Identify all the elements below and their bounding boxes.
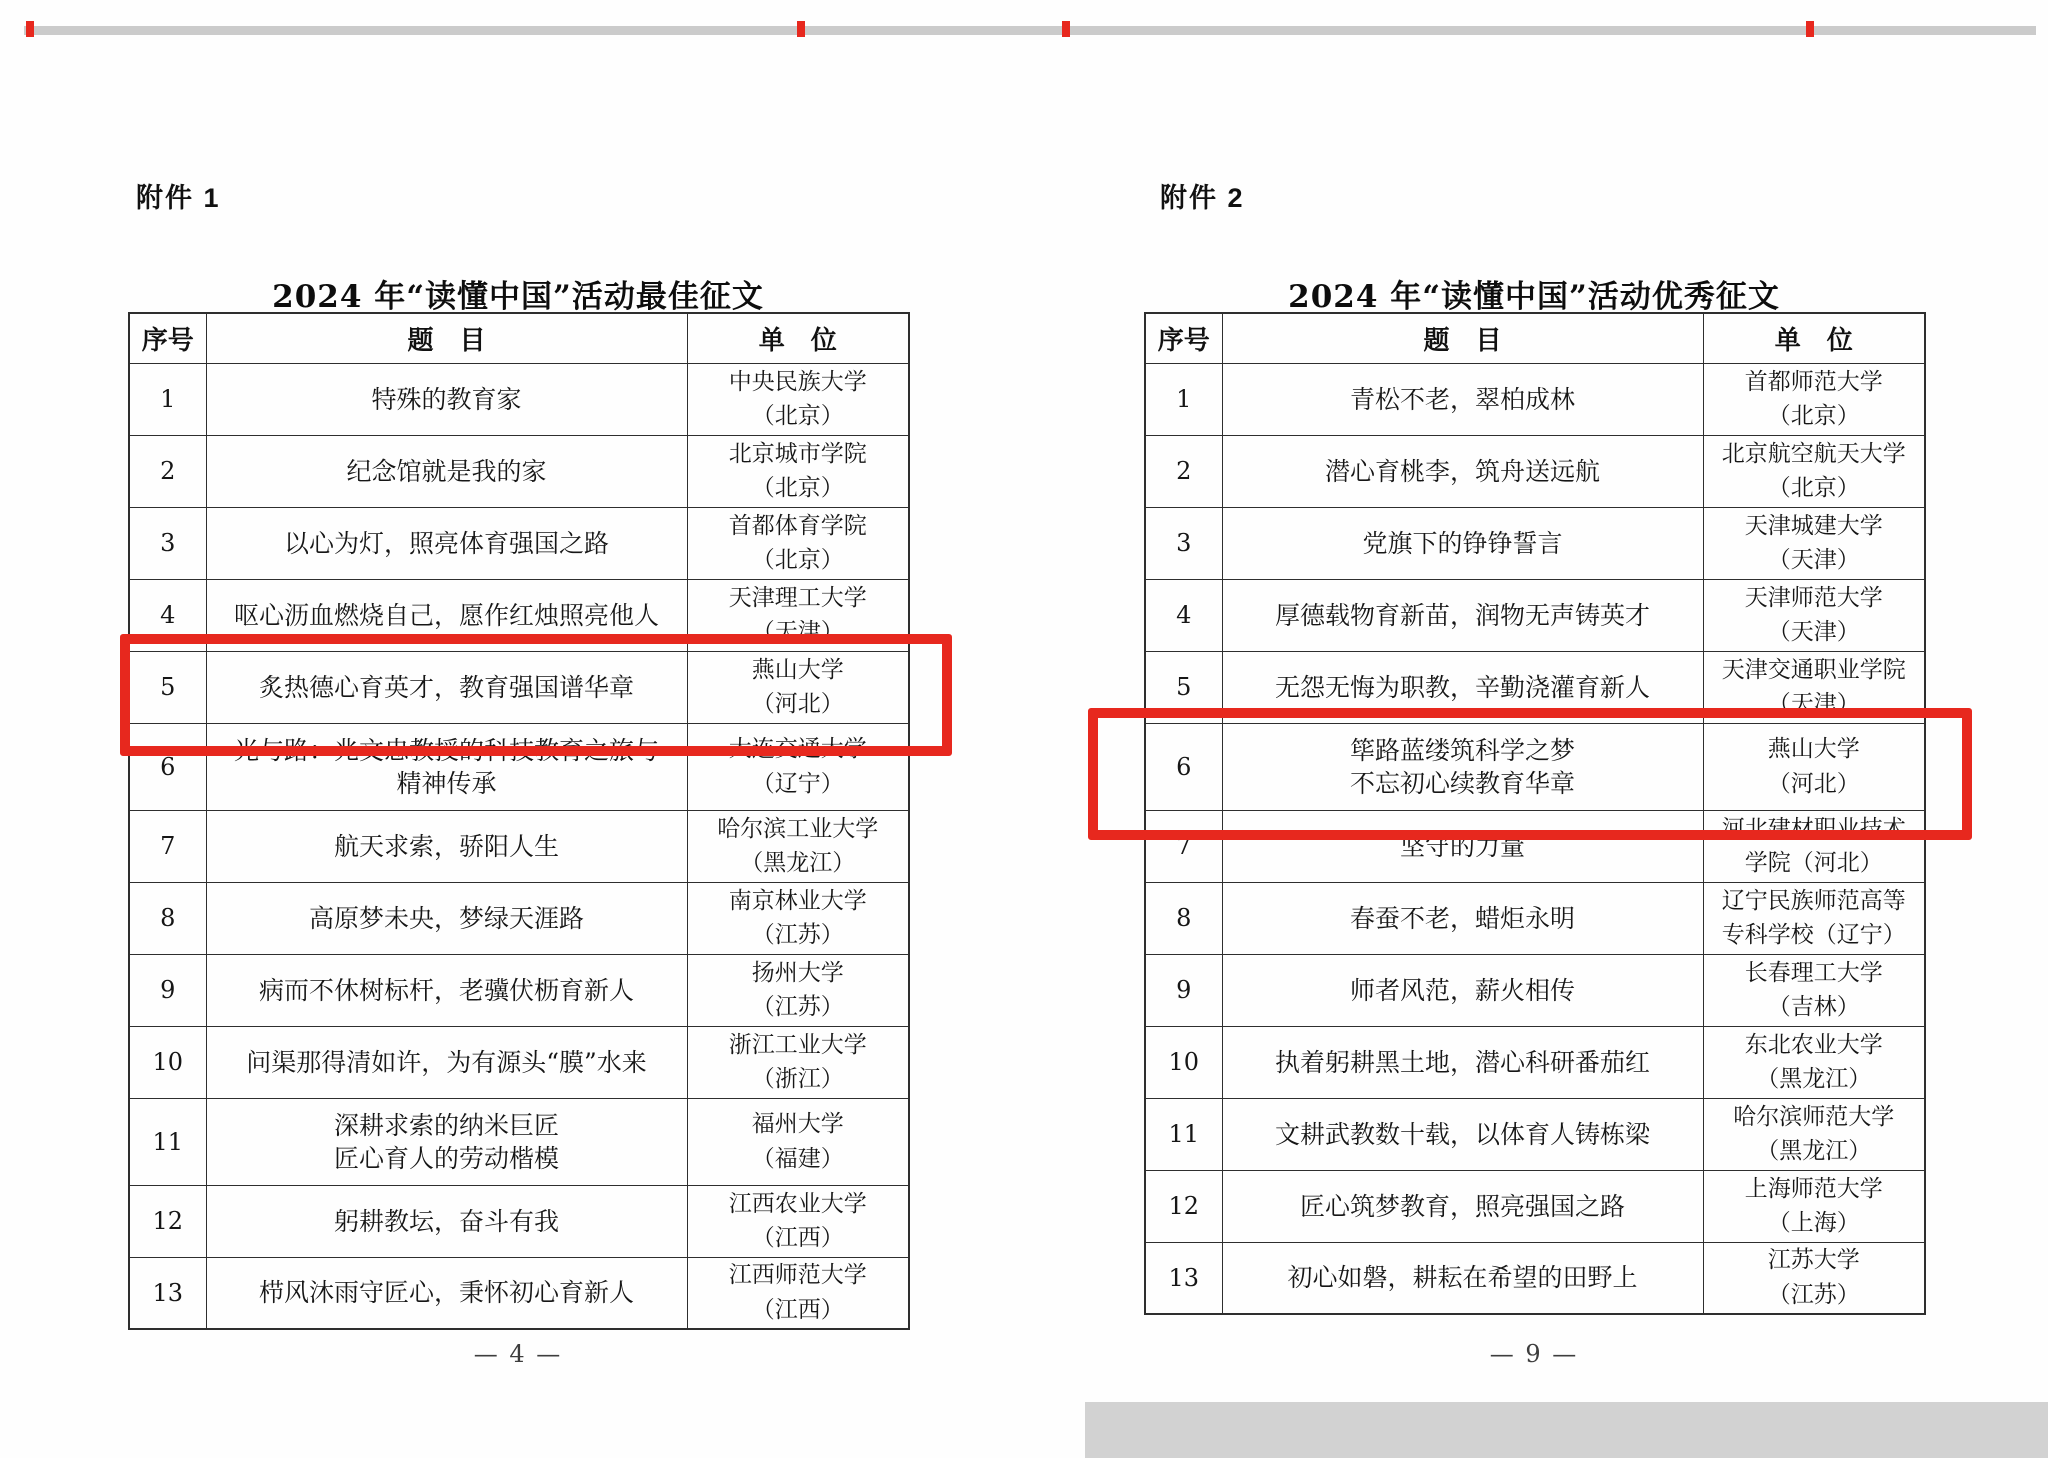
- essay-title-line: 栉风沐雨守匠心，秉怀初心育新人: [258, 1278, 634, 1308]
- cell-unit: [1703, 363, 1925, 435]
- header-index: 序号: [1145, 313, 1222, 363]
- unit-line: 江苏大学: [1767, 1247, 1860, 1274]
- unit-line: （河北）: [751, 691, 844, 717]
- unit-line: 上海师范大学: [1744, 1175, 1883, 1202]
- cell-index: 5: [1145, 651, 1222, 723]
- cell-essay-title: [206, 507, 687, 579]
- cell-index: 9: [1145, 954, 1222, 1026]
- cell-unit: [1703, 954, 1925, 1026]
- essay-title-line: 呕心沥血燃烧自己，愿作红烛照亮他人: [233, 600, 659, 630]
- cell-unit: [1703, 435, 1925, 507]
- page-title: 2024 年“读懂中国”活动优秀征文: [1288, 278, 1780, 315]
- cell-unit: [687, 435, 909, 507]
- cell-index: 8: [1145, 882, 1222, 954]
- essay-title-line: 文耕武教数十载，以体育人铸栋梁: [1274, 1119, 1650, 1149]
- table-row: [1145, 954, 1925, 1026]
- cell-unit: [687, 1098, 909, 1185]
- cell-essay-title: [206, 810, 687, 882]
- cell-unit: [687, 363, 909, 435]
- cell-index: 9: [129, 954, 206, 1026]
- cell-index: 6: [129, 723, 206, 810]
- unit-line: 首都师范大学: [1744, 368, 1883, 395]
- table-header-row: [1145, 313, 1925, 363]
- unit-line: 天津城建大学: [1744, 512, 1883, 539]
- cell-index: 13: [129, 1257, 206, 1329]
- unit-line: 江西农业大学: [728, 1190, 867, 1217]
- essay-title-line: 炙热德心育英才，教育强国谱华章: [258, 672, 634, 702]
- cell-unit: [687, 1185, 909, 1257]
- unit-line: 东北农业大学: [1744, 1031, 1883, 1058]
- essay-title-line: 精神传承: [396, 768, 497, 798]
- essay-title-line: 师者风范，薪火相传: [1349, 975, 1575, 1005]
- unit-line: 北京城市学院: [728, 440, 867, 467]
- unit-line: （河北）: [1767, 770, 1860, 797]
- unit-line: （江西）: [751, 1225, 844, 1251]
- cell-unit: [687, 507, 909, 579]
- cell-essay-title: [1222, 1242, 1703, 1314]
- unit-line: 首都体育学院: [728, 512, 867, 539]
- cell-essay-title: [1222, 1170, 1703, 1242]
- unit-line: 学院（河北）: [1744, 850, 1883, 876]
- essay-table-best: [128, 312, 910, 1330]
- table-row: [129, 435, 909, 507]
- cell-index: 12: [129, 1185, 206, 1257]
- table-row: [129, 954, 909, 1026]
- cell-essay-title: [206, 435, 687, 507]
- unit-line: 浙江工业大学: [728, 1031, 867, 1058]
- cell-index: 7: [1145, 810, 1222, 882]
- unit-line: （江苏）: [751, 994, 844, 1020]
- unit-line: （天津）: [1767, 547, 1860, 573]
- header-unit: 单 位: [1703, 313, 1925, 363]
- essay-title-line: 厚德载物育新苗，润物无声铸英才: [1274, 600, 1650, 630]
- essay-title-line: 匠心筑梦教育，照亮强国之路: [1299, 1191, 1625, 1221]
- essay-title-line: 特殊的教育家: [371, 384, 522, 414]
- unit-line: （辽宁）: [751, 770, 844, 797]
- cell-unit: [687, 882, 909, 954]
- unit-line: （北京）: [751, 403, 844, 429]
- unit-line: （上海）: [1767, 1210, 1860, 1236]
- essay-title-line: 青松不老，翠柏成林: [1349, 384, 1575, 414]
- table-row: [1145, 882, 1925, 954]
- table-row: [1145, 1098, 1925, 1170]
- unit-line: 专科学校（辽宁）: [1721, 922, 1906, 948]
- essay-title-line: 无怨无悔为职教，辛勤浇灌育新人: [1274, 672, 1650, 702]
- table-row: [129, 882, 909, 954]
- page-title: 2024 年“读懂中国”活动最佳征文: [272, 278, 764, 315]
- table-row: [1145, 1170, 1925, 1242]
- unit-line: 哈尔滨工业大学: [717, 815, 879, 842]
- cell-index: 10: [129, 1026, 206, 1098]
- cell-index: 1: [129, 363, 206, 435]
- highlight-box-row6: [1088, 708, 1972, 840]
- essay-title-line: 纪念馆就是我的家: [346, 456, 547, 486]
- essay-title-line: 初心如磐，耕耘在希望的田野上: [1287, 1263, 1638, 1293]
- unit-line: 长春理工大学: [1744, 959, 1883, 986]
- cell-unit: [1703, 1170, 1925, 1242]
- header-title: 题 目: [1222, 313, 1703, 363]
- unit-line: 南京林业大学: [728, 887, 867, 914]
- cell-unit: [1703, 882, 1925, 954]
- essay-title-line: 躬耕教坛，奋斗有我: [333, 1206, 559, 1236]
- unit-line: （江西）: [751, 1296, 844, 1323]
- unit-line: 天津理工大学: [728, 584, 867, 611]
- unit-line: 北京航空航天大学: [1721, 440, 1906, 467]
- annex-label: 附件 1: [136, 183, 221, 213]
- essay-title-line: 不忘初心续教育华章: [1349, 768, 1575, 798]
- unit-line: （北京）: [1767, 403, 1860, 429]
- cell-unit: [1703, 579, 1925, 651]
- essay-title-line: 春蚕不老，蜡炬永明: [1349, 903, 1575, 933]
- unit-line: 福州大学: [751, 1111, 844, 1137]
- header-title: 题 目: [206, 313, 687, 363]
- essay-title-line: 光与路：兆文忠教授的科技教育之旅与: [233, 735, 659, 765]
- unit-line: 大连交通大学: [728, 736, 867, 762]
- essay-title-line: 问渠那得清如许，为有源头“膜”水来: [246, 1047, 647, 1077]
- cell-index: 5: [129, 651, 206, 723]
- essay-title-line: 以心为灯，照亮体育强国之路: [283, 528, 609, 558]
- cell-unit: [687, 1026, 909, 1098]
- cell-essay-title: [206, 1185, 687, 1257]
- cell-essay-title: [1222, 882, 1703, 954]
- table-row: [1145, 1026, 1925, 1098]
- header-unit: 单 位: [687, 313, 909, 363]
- cell-essay-title: [206, 882, 687, 954]
- essay-title-line: 航天求索，骄阳人生: [333, 831, 559, 861]
- essay-title-line: 匠心育人的劳动楷模: [333, 1143, 559, 1173]
- table-row: [129, 1026, 909, 1098]
- cell-essay-title: [1222, 1026, 1703, 1098]
- unit-line: 扬州大学: [751, 959, 844, 986]
- page-number: — 4 —: [473, 1340, 563, 1368]
- table-row: [1145, 507, 1925, 579]
- unit-line: 燕山大学: [1767, 736, 1860, 762]
- cell-unit: [1703, 507, 1925, 579]
- table-row: [1145, 435, 1925, 507]
- unit-line: （福建）: [751, 1145, 844, 1172]
- annex-label: 附件 2: [1160, 183, 1245, 213]
- unit-line: （天津）: [1767, 691, 1860, 717]
- cell-unit: [687, 954, 909, 1026]
- table-row: [1145, 363, 1925, 435]
- unit-line: （黑龙江）: [740, 850, 856, 876]
- cell-index: 4: [129, 579, 206, 651]
- unit-line: （北京）: [751, 547, 844, 573]
- essay-title-line: 深耕求索的纳米巨匠: [333, 1110, 559, 1140]
- cell-index: 2: [1145, 435, 1222, 507]
- unit-line: 燕山大学: [751, 656, 844, 683]
- cell-essay-title: [206, 363, 687, 435]
- table-row: [129, 810, 909, 882]
- essay-title-line: 坚守的力量: [1399, 831, 1525, 861]
- essay-title-line: 病而不休树标杆，老骥伏枥育新人: [258, 975, 634, 1005]
- unit-line: 天津师范大学: [1744, 584, 1883, 611]
- highlight-box-row5: [120, 634, 952, 756]
- table-row: [129, 1257, 909, 1329]
- table-row: [1145, 579, 1925, 651]
- cell-unit: [1703, 1026, 1925, 1098]
- unit-line: （北京）: [1767, 475, 1860, 501]
- cell-index: 11: [129, 1098, 206, 1185]
- unit-line: （江苏）: [1767, 1281, 1860, 1308]
- cell-index: 12: [1145, 1170, 1222, 1242]
- unit-line: （天津）: [1767, 619, 1860, 645]
- cell-unit: [1703, 1098, 1925, 1170]
- cell-index: 11: [1145, 1098, 1222, 1170]
- essay-title-line: 潜心育桃李，筑舟送远航: [1324, 456, 1600, 486]
- unit-line: （吉林）: [1767, 994, 1860, 1020]
- essay-title-line: 筚路蓝缕筑科学之梦: [1349, 735, 1575, 765]
- unit-line: （黑龙江）: [1756, 1138, 1872, 1164]
- cell-essay-title: [1222, 579, 1703, 651]
- unit-line: （天津）: [751, 619, 844, 645]
- unit-line: 天津交通职业学院: [1721, 656, 1906, 683]
- table-row: [1145, 1242, 1925, 1314]
- cell-unit: [687, 1257, 909, 1329]
- cell-essay-title: [206, 954, 687, 1026]
- unit-line: （浙江）: [751, 1066, 844, 1092]
- cell-essay-title: [1222, 1098, 1703, 1170]
- table-row: [129, 1098, 909, 1185]
- cell-essay-title: [206, 1257, 687, 1329]
- scan-edge-strip-bottom: [1085, 1402, 2048, 1458]
- cell-essay-title: [1222, 435, 1703, 507]
- cell-essay-title: [1222, 363, 1703, 435]
- cell-index: 3: [1145, 507, 1222, 579]
- cell-essay-title: [1222, 507, 1703, 579]
- cell-index: 8: [129, 882, 206, 954]
- cell-unit: [687, 810, 909, 882]
- unit-line: 哈尔滨师范大学: [1733, 1103, 1895, 1130]
- cell-index: 4: [1145, 579, 1222, 651]
- cell-essay-title: [206, 1098, 687, 1185]
- unit-line: （黑龙江）: [1756, 1066, 1872, 1092]
- cell-index: 13: [1145, 1242, 1222, 1314]
- unit-line: （北京）: [751, 475, 844, 501]
- cell-index: 1: [1145, 363, 1222, 435]
- cell-unit: [1703, 1242, 1925, 1314]
- unit-line: 中央民族大学: [728, 368, 867, 395]
- table-row: [129, 507, 909, 579]
- cell-index: 6: [1145, 723, 1222, 810]
- table-header-row: [129, 313, 909, 363]
- essay-title-line: 执着躬耕黑土地，潜心科研番茄红: [1274, 1047, 1650, 1077]
- cell-essay-title: [1222, 954, 1703, 1026]
- essay-title-line: 党旗下的铮铮誓言: [1362, 528, 1563, 558]
- page-number: — 9 —: [1489, 1340, 1579, 1368]
- cell-index: 7: [129, 810, 206, 882]
- unit-line: （江苏）: [751, 922, 844, 948]
- unit-line: 江西师范大学: [728, 1262, 867, 1289]
- cell-index: 10: [1145, 1026, 1222, 1098]
- unit-line: 辽宁民族师范高等: [1721, 887, 1906, 914]
- unit-line: 河北建材职业技术: [1721, 815, 1906, 842]
- header-index: 序号: [129, 313, 206, 363]
- cell-index: 2: [129, 435, 206, 507]
- table-row: [129, 363, 909, 435]
- essay-title-line: 高原梦未央，梦绿天涯路: [308, 903, 584, 933]
- cell-essay-title: [206, 1026, 687, 1098]
- table-row: [129, 1185, 909, 1257]
- cell-index: 3: [129, 507, 206, 579]
